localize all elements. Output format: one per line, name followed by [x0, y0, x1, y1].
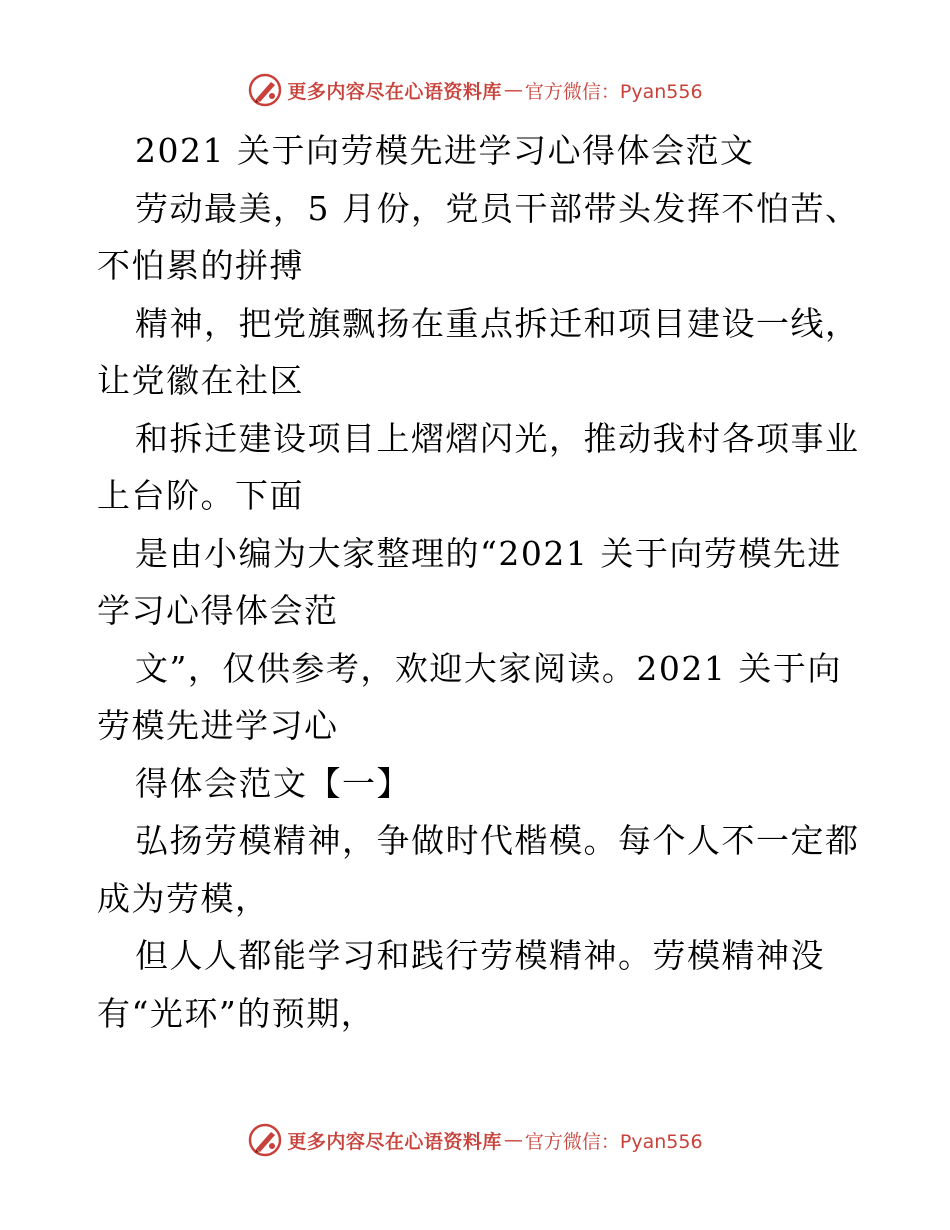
text-line: 2021 关于向劳模先进学习心得体会范文 — [135, 131, 755, 170]
document-body — [97, 122, 867, 1042]
watermark-text: 更多内容尽在心语资料库 — [287, 1130, 502, 1153]
text-line: 有“光环”的预期， — [97, 993, 376, 1033]
text-line: 弘扬劳模精神，争做时代楷模。每个人不一定都 — [135, 821, 860, 860]
footer-watermark — [0, 1120, 950, 1160]
pen-logo-icon — [247, 72, 283, 108]
pen-logo-icon — [247, 1122, 283, 1158]
text-line: 是由小编为大家整理的“2021 关于向劳模先进 — [135, 533, 842, 573]
text-line: 不怕累的拼搏 — [97, 246, 304, 285]
watermark-text: 更多内容尽在心语资料库 — [287, 80, 502, 103]
text-line: 和拆迁建设项目上熠熠闪光，推动我村各项事业 — [135, 418, 860, 458]
watermark-separator: — — [503, 1129, 523, 1151]
text-line: 劳模先进学习心 — [97, 706, 339, 745]
watermark-wechat: 官方微信：Pyan556 — [524, 1130, 703, 1153]
text-line: 让党徽在社区 — [97, 361, 304, 400]
watermark-wechat: 官方微信：Pyan556 — [524, 80, 703, 103]
text-line: 文”，仅供参考，欢迎大家阅读。2021 关于向 — [135, 648, 842, 688]
header-watermark — [0, 70, 950, 110]
text-line: 劳动最美，5 月份，党员干部带头发挥不怕苦、 — [135, 188, 860, 228]
text-line: 得体会范文【一】 — [135, 763, 411, 803]
text-line: 精神，把党旗飘扬在重点拆迁和项目建设一线， — [135, 303, 860, 343]
text-line: 学习心得体会范 — [97, 591, 339, 630]
text-line: 但人人都能学习和践行劳模精神。劳模精神没 — [135, 936, 825, 975]
text-line: 上台阶。下面 — [97, 476, 304, 515]
watermark-separator: — — [503, 79, 523, 101]
text-line: 成为劳模， — [97, 878, 270, 918]
